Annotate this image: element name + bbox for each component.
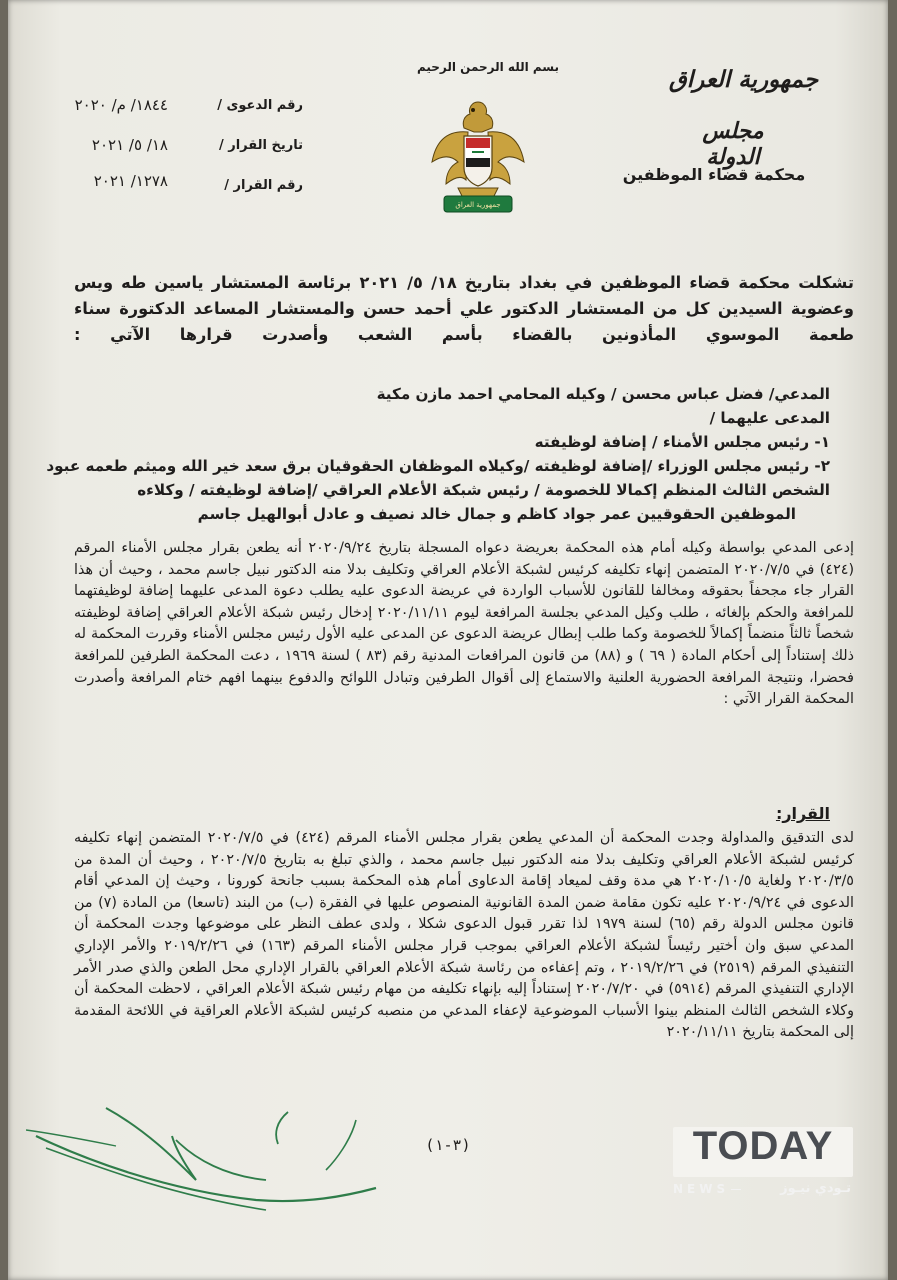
third-party-line: الشخص الثالث المنظم إكمالا للخصومة / رئيس شبكة الأعلام العراقي /إضافة لوظيفته / وكلاءه [137, 481, 830, 499]
court-name: محكمة قضاء الموظفين [622, 165, 806, 184]
iraq-eagle-emblem-icon [428, 92, 528, 222]
intro-paragraph: تشكلت محكمة قضاء الموظفين في بغداد بتاريخ ١٨/ ٥/ ٢٠٢١ برئاسة المستشار ياسين طه ويس وعضوية السيدين كل من المستشار الدكتور علي أحمد حسن والمستشار المساعد الدكتورة سناء طعمة الموسوي المأذونين بالقضاء بأسم الشعب وأصدرت قرارها الآتي : [74, 273, 854, 344]
page-number: (٣-١) [425, 1136, 471, 1154]
decision-date-value: ١٨/ ٥/ ٢٠٢١ [91, 136, 168, 154]
decision-no-label: رقم القرار / [224, 178, 303, 193]
decision-date-label: تاريخ القرار / [218, 138, 303, 153]
watermark-sub-en: NEWS [673, 1182, 730, 1196]
third-party-agents: الموظفين الحقوقيين عمر جواد كاظم و جمال خالد نصيف و عادل أبوالهيل جاسم [197, 505, 796, 523]
watermark-subtitle [673, 1180, 853, 1200]
case-no-label: رقم الدعوى / [217, 98, 303, 113]
claim-paragraph: إدعى المدعي بواسطة وكيله أمام هذه المحكمة بعريضة دعواه المسجلة بتاريخ ٢٠٢٠/٩/٢٤ أنه يطعن بقرار مجلس الأمناء المرقم (٤٢٤) في ٢٠٢٠/٧/٥ المتضمن إنهاء تكليفه كرئيس لشبكة الأعلام العراقي وتكليف بدلا منه الدكتور نبيل جاسم محمد ، وحيث أن هذا القرار جاء مجحفاً بحقوقه ومخالفا للقانون للأسباب الواردة في عريضة الدعوى عليه يطلب دعوة المدعى عليهما إضافة لوظيفتهما للمرافعة والحكم بإلغائه ، طلب وكيل المدعي بجلسة المرافعة ليوم ٢٠٢٠/١١/١١ إدخال رئيس شبكة الأعلام العراقي إضافة لوظيفته شخصاً ثالثاً منضماً إكمالاً للخصومة وكما طلب إبطال عريضة الدعوى عن المدعى عليه الأول رئيس مجلس الأمناء وقررت المحكمة له ذلك إستناداً إلى أحكام المادة ( ٦٩ ) و (٨٨) من قانون المرافعات المدنية رقم (٨٣ ) لسنة ١٩٦٩ ، دعت المحكمة الطرفين للمرافعة فحضرا، ونتيجة المرافعة الحضورية العلنية والاستماع إلى أقوال الطرفين وتبادل اللوائح والدفوع بينهما افهم ختام المرافعة وأصدرت المحكمة القرار الآتي : [74, 540, 855, 708]
document-page [8, 0, 888, 1280]
defendant-1: ١- رئيس مجلس الأمناء / إضافة لوظيفته [534, 433, 830, 451]
handwritten-signature [26, 1100, 426, 1220]
defendant-2: ٢- رئيس مجلس الوزراء /إضافة لوظيفته /وكيلاه الموظفان الحقوقيان برق سعد خير الله وميثم طعمه عبود [46, 457, 830, 475]
emblem-caption: جمهورية العراق [455, 201, 501, 209]
watermark-divider [731, 1189, 741, 1190]
defendants-label: المدعى عليهما / [709, 409, 830, 427]
watermark-brand: TODAY [692, 1124, 834, 1168]
council-calligraphy: مجلس الدولة [702, 118, 764, 170]
decision-heading: القرار: [775, 804, 830, 823]
basmala: بسم الله الرحمن الرحيم [416, 60, 560, 74]
decision-paragraph: لدى التدقيق والمداولة وجدت المحكمة أن المدعي يطعن بقرار مجلس الأمناء المرقم (٤٢٤) في ٢٠٢٠/٧/٥ المتضمن إنهاء تكليفه كرئيس لشبكة الأعلام العراقي وتكليف بدلا منه الدكتور نبيل جاسم محمد ، والذي تبلغ به بتاريخ ٢٠٢٠/٧/٥ ، وحيث أن المدة من ٢٠٢٠/٣/٥ ولغاية ٢٠٢٠/١٠/٥ هي مدة وقف لميعاد إقامة الدعاوى أمام هذه المحكمة بسبب جانحة كورونا ، وحيث إن المدعي أقام الدعوى في ٢٠٢٠/٩/٢٤ عليه تكون مقامة ضمن المدة القانونية المنصوص عليها في الفقرة (ب) من البند (تاسعا) من المادة (٧) من قانون مجلس الدولة رقم (٦٥) لسنة ١٩٧٩ لذا تقرر قبول الدعوى شكلا ، ولدى عطف النظر على موضوعها وجدت المحكمة أن المدعي سبق وان أختير رئيساً لشبكة الأعلام العراقي بموجب قرار مجلس الأمناء المرقم (١٦٣) في ٢٠١٩/٢/٢٦ والأمر الإداري التنفيذي المرقم (٢٥١٩) في ٢٠١٩/٢/٢٦ ، وتم إعفاءه من رئاسة شبكة الأعلام العراقي بالقرار الإداري محل الطعن والذي صدر الأمر الإداري التنفيذي المرقم (٥٩١٤) في ٢٠٢٠/٧/٢٠ إستناداً إليه بإنهاء تكليفه من مهام رئيس شبكة الأعلام العراقي ، لاحظت المحكمة أن وكلاء الشخص الثالث المنظم بينوا الأسباب الموضوعية لإعفاء المدعي من منصبه كرئيس لشبكة الأعلام العراقية في اللائحة المقدمة إلى المحكمة بتاريخ ٢٠٢٠/١١/١١ [74, 830, 855, 1041]
case-no-value: ١٨٤٤/ م/ ٢٠٢٠ [74, 96, 168, 114]
watermark-sub-ar: تـودي نيـوز [780, 1181, 851, 1196]
decision-no-value: ١٢٧٨/ ٢٠٢١ [93, 172, 168, 190]
plaintiff-line: المدعي/ فضل عباس محسن / وكيله المحامي احمد مازن مكية [376, 385, 830, 403]
republic-calligraphy: جمهورية العراق [668, 66, 819, 93]
